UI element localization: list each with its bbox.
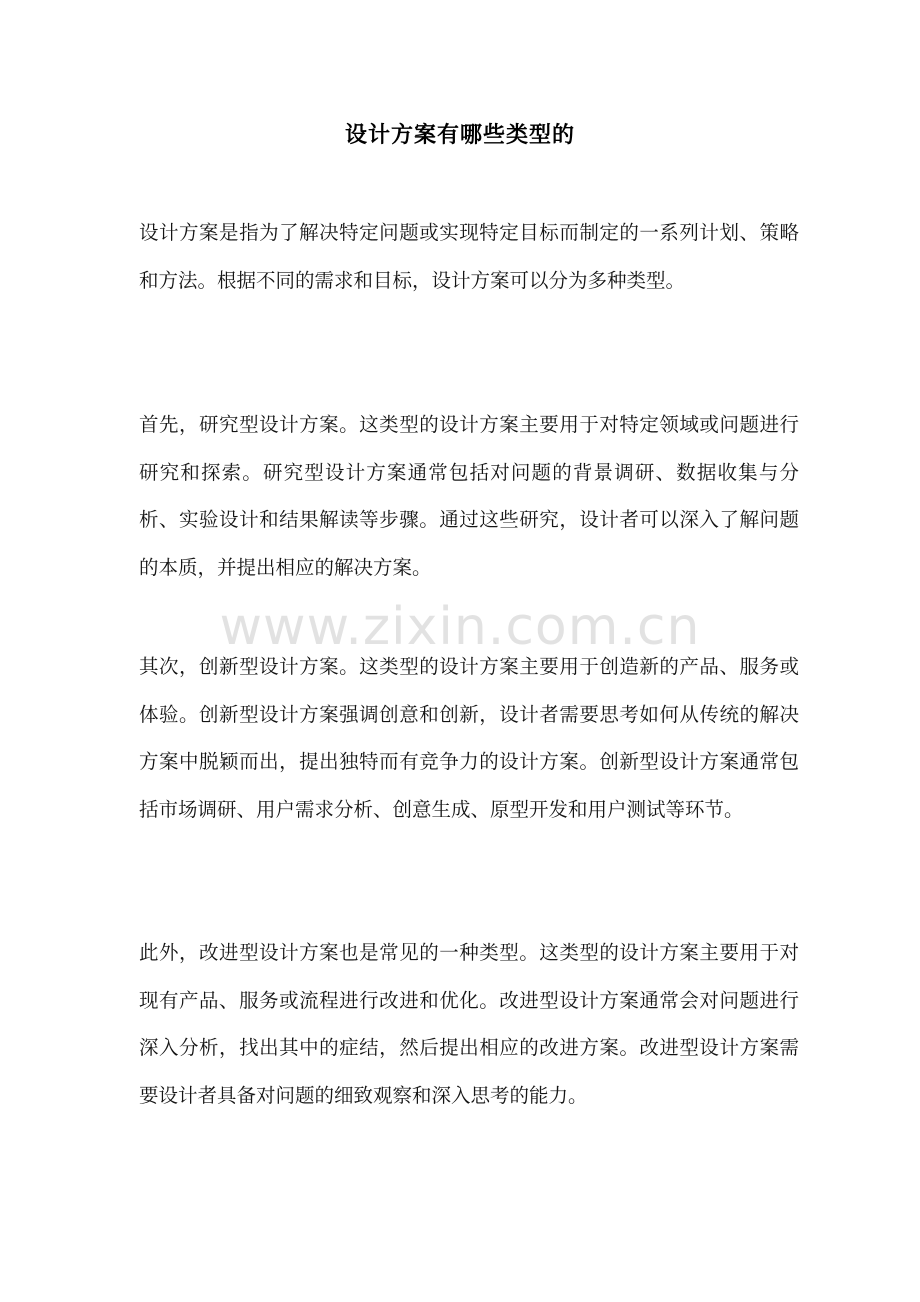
paragraph-innovation-type: 其次，创新型设计方案。这类型的设计方案主要用于创造新的产品、服务或体验。创新型设计方案强调创意和创新，设计者需要思考如何从传统的解决方案中脱颖而出，提出独特而有竞争力的设计方案。创新型设计方案通常包括市场调研、用户需求分析、创意生成、原型开发和用户测试等环节。 xyxy=(139,655,799,821)
paragraph-improvement-type: 此外，改进型设计方案也是常见的一种类型。这类型的设计方案主要用于对现有产品、服务或流程进行改进和优化。改进型设计方案通常会对问题进行深入分析，找出其中的症结，然后提出相应的改进方案。改进型设计方案需要设计者具备对问题的细致观察和深入思考的能力。 xyxy=(139,941,799,1107)
document-title: 设计方案有哪些类型的 xyxy=(344,122,575,148)
paragraph-intro: 设计方案是指为了解决特定问题或实现特定目标而制定的一系列计划、策略和方法。根据不同的需求和目标，设计方案可以分为多种类型。 xyxy=(139,221,799,292)
paragraph-research-type: 首先，研究型设计方案。这类型的设计方案主要用于对特定领域或问题进行研究和探索。研究型设计方案通常包括对问题的背景调研、数据收集与分析、实验设计和结果解读等步骤。通过这些研究，设计者可以深入了解问题的本质，并提出相应的解决方案。 xyxy=(139,413,799,579)
watermark: www.zixin.com.cn xyxy=(219,597,701,657)
